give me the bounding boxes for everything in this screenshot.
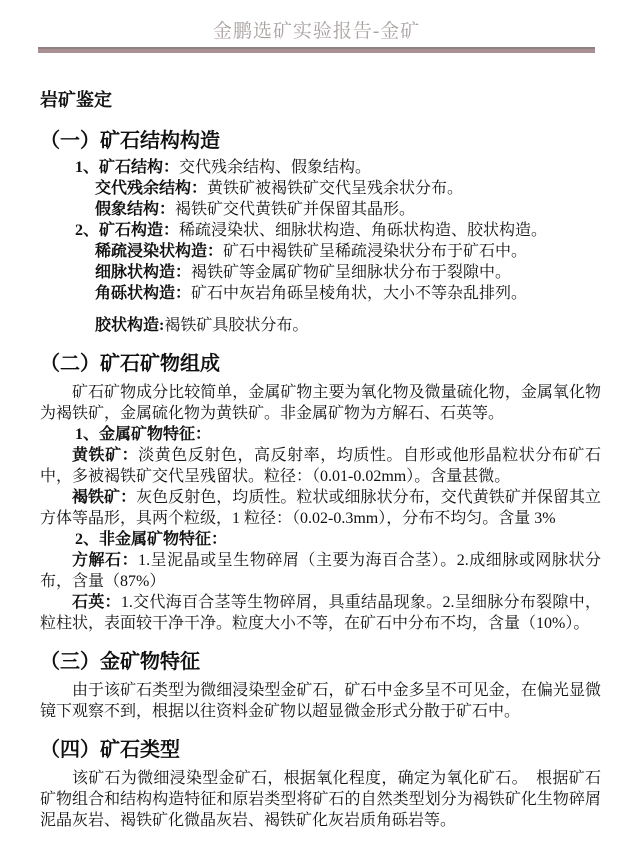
- line-label: 黄铁矿：: [72, 447, 139, 464]
- line-label: 1、金属矿物特征：: [75, 426, 212, 443]
- line-breccia-texture: [40, 283, 601, 304]
- line-text: 褐铁矿交代黄铁矿并保留其晶形。: [175, 201, 416, 218]
- line-pseudomorph: [40, 199, 601, 220]
- line-label: 石英：: [72, 594, 121, 611]
- line-ore-structure: [40, 157, 601, 178]
- para-gold-mineral-features: 由于该矿石类型为微细浸染型金矿石，矿石中金多呈不可见金，在偏光显微镜下观察不到，根据以往资料金矿物以超显微金形式分散于矿石中。: [40, 682, 601, 720]
- line-text: 褐铁矿具胶状分布。: [164, 317, 309, 334]
- document-body: [0, 89, 633, 831]
- section-3-heading: （三）金矿物特征: [40, 651, 200, 673]
- line-label: 1、矿石结构：: [75, 159, 180, 176]
- line-text: 黄铁矿被褐铁矿交代呈残余状分布。: [207, 180, 464, 197]
- line-text: 矿石中灰岩角砾呈棱角状，大小不等杂乱排列。: [191, 285, 528, 302]
- line-text: 稀疏浸染状、细脉状构造、角砾状构造、胶状构造。: [179, 222, 548, 239]
- line-text: 褐铁矿等金属矿物矿呈细脉状分布于裂隙中。: [191, 264, 512, 281]
- section-4-heading: （四）矿石类型: [40, 739, 180, 761]
- para-ore-type: 该矿石为微细浸染型金矿石，根据氧化程度，确定为氧化矿石。 根据矿石矿物组合和结构构造特征和原岩类型将矿石的自然类型划分为褐铁矿化生物碎屑泥晶灰岩、褐铁矿化微晶灰岩、褐铁矿化灰岩质角砾岩等。: [40, 770, 601, 829]
- header-double-rule: [38, 47, 595, 53]
- line-text: 矿石中褐铁矿呈稀疏浸染状分布于矿石中。: [223, 243, 528, 260]
- para-composition-intro: 矿石矿物成分比较简单，金属矿物主要为氧化物及微量硫化物，金属氧化物为褐铁矿，金属硫化物为黄铁矿。非金属矿物为方解石、石英等。: [40, 384, 601, 422]
- section-1-heading: （一）矿石结构构造: [40, 130, 220, 152]
- line-label: 交代残余结构：: [95, 180, 208, 197]
- para-quartz: [40, 592, 601, 634]
- line-text: 灰色反射色，均质性。粒状或细脉状分布，交代黄铁矿并保留其立方体等晶形，具两个粒级，1 粒径：（0.02-0.3mm），分布不均匀。含量 3%: [40, 489, 601, 527]
- line-label: 假象结构：: [95, 201, 176, 218]
- line-label: 胶状构造:: [95, 317, 165, 334]
- para-calcite: [40, 550, 601, 592]
- para-pyrite: [40, 445, 601, 487]
- line-disseminated-texture: [40, 241, 601, 262]
- line-label: 2、矿石构造：: [75, 222, 180, 239]
- line-nonmetal-minerals-title: [40, 529, 601, 550]
- line-label: 角砾状构造：: [95, 285, 192, 302]
- line-text: 淡黄色反射色，高反射率，均质性。自形或他形晶粒状分布矿石中，多被褐铁矿交代呈残留状。粒径：（0.01-0.02mm）。含量甚微。: [40, 447, 601, 485]
- line-text: 1.呈泥晶或呈生物碎屑（主要为海百合茎）。2.成细脉或网脉状分布，含量（87%）: [40, 552, 601, 590]
- para-limonite: [40, 487, 601, 529]
- line-ore-texture: [40, 220, 601, 241]
- line-metal-minerals-title: [40, 424, 601, 445]
- line-metasomatic-relict: [40, 178, 601, 199]
- line-colloidal-texture: [40, 315, 601, 336]
- report-title: 金鹏选矿实验报告-金矿: [212, 21, 421, 42]
- line-text: 1.交代海百合茎等生物碎屑，具重结晶现象。2.呈细脉分布裂隙中，粒柱状，表面较干净干净。粒度大小不等，在矿石中分布不均，含量（10%）。: [40, 594, 601, 632]
- line-text: 交代残余结构、假象结构。: [179, 159, 372, 176]
- page-header: [0, 20, 633, 53]
- section-2-heading: （二）矿石矿物组成: [40, 353, 220, 375]
- doc-heading: 岩矿鉴定: [40, 90, 112, 110]
- line-veinlet-texture: [40, 262, 601, 283]
- line-label: 细脉状构造：: [95, 264, 192, 281]
- line-label: 方解石：: [72, 552, 139, 569]
- line-label: 稀疏浸染状构造：: [95, 243, 224, 260]
- line-label: 褐铁矿：: [72, 489, 137, 506]
- line-label: 2、非金属矿物特征：: [75, 531, 228, 548]
